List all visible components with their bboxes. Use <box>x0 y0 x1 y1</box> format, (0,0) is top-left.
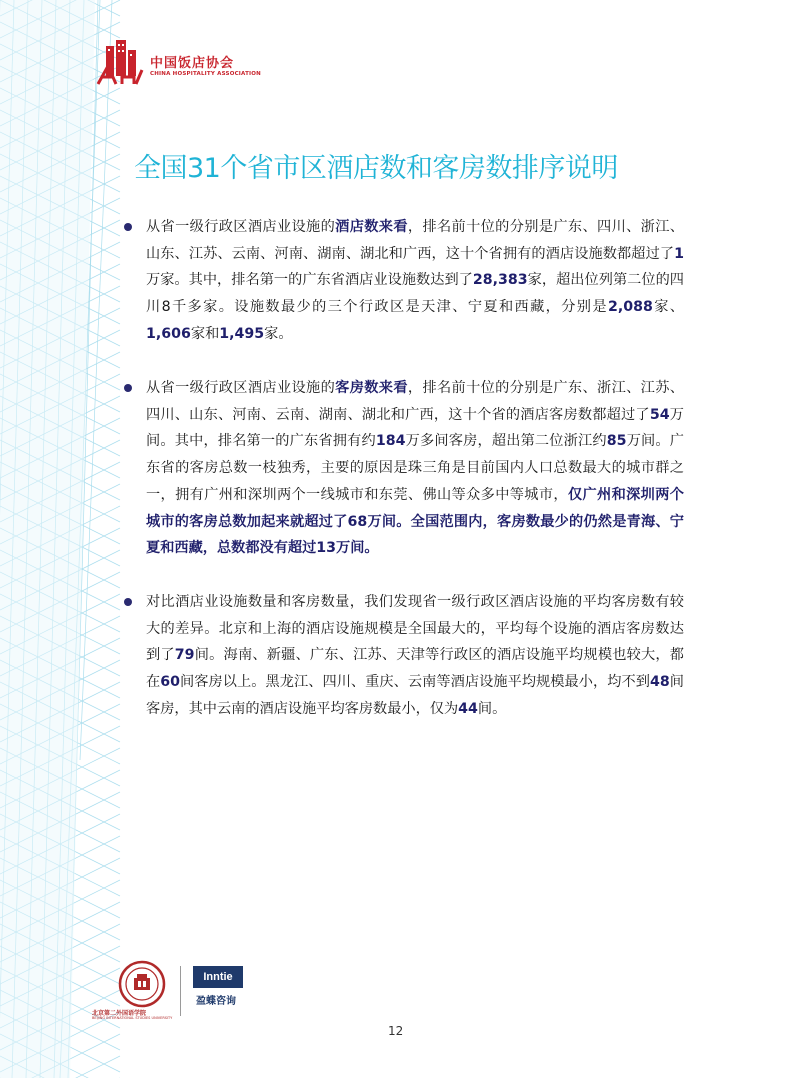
emphasis-text: 79 <box>174 647 195 664</box>
body-text: 对比酒店业设施数量和客房数量，我们发现省一级行政区酒店设施的平均客房数有较大的差异。北京和上海的酒店设施规模是全国最大的，平均每个设施的酒店客房数达到了 <box>146 594 684 664</box>
emphasis-text: 85 <box>606 433 627 450</box>
paragraph-room-count <box>146 375 684 562</box>
body-text: 间客房以上。黑龙江、四川、重庆、云南等酒店设施平均规模最小，均不到 <box>180 674 650 691</box>
paragraph-average-rooms <box>146 589 684 723</box>
body-text: 万间。其中，排名第一的广东省拥有约 <box>146 406 684 450</box>
emphasis-text: 1,606 <box>146 325 191 342</box>
body-text: ，排名前十位的分别是广东、浙江、江苏、四川、山东、河南、云南、湖南、湖北和广西，这十个省的酒店客房数都超过了 <box>146 380 684 423</box>
emphasis-text: 13 <box>316 540 337 557</box>
association-name-cn: 中国饭店协会 <box>150 56 235 71</box>
body-text: 万间。广东省的客房总数一枝独秀，主要的原因是珠三角是目前国内人口总数最大的城市群之一，拥有广州和深圳两个一线城市和东莞、佛山等众多中等城市， <box>146 433 684 503</box>
body-text: 家和 <box>190 325 220 342</box>
body-text: 间。 <box>477 700 507 717</box>
bullet-dot-3 <box>124 598 132 606</box>
building-logo-icon <box>96 40 144 86</box>
university-seal-icon <box>118 960 166 1008</box>
emphasis-text: 28,383 <box>472 272 528 289</box>
university-name-en: BEIJING INTERNATIONAL STUDIES UNIVERSITY <box>92 1016 173 1020</box>
emphasis-text: 1 <box>674 245 684 262</box>
page-number: 12 <box>388 1024 404 1038</box>
page-title: 全国31个省市区酒店数和客房数排序说明 <box>134 153 618 184</box>
body-text: 从省一级行政区酒店业设施的 <box>146 380 336 396</box>
emphasis-text: 客房数来看 <box>335 380 408 396</box>
footer-logos <box>92 960 252 1020</box>
body-text: 家、 <box>652 299 684 316</box>
university-name: 北京第二外国语学院 <box>92 1010 147 1017</box>
emphasis-text: 万间。全国范围内，客房数最少的仍然是青海、宁夏和西藏，总数都没有超过 <box>146 513 684 557</box>
body-text: 万家。其中，排名第一的广东省酒店业设施数达到了 <box>146 272 473 289</box>
emphasis-text: 68 <box>347 513 368 530</box>
paragraph-hotel-count <box>146 214 684 348</box>
body-text: 从省一级行政区酒店业设施的 <box>146 219 336 235</box>
emphasis-text: 万间。 <box>336 540 379 557</box>
bullet-dot-2 <box>124 384 132 392</box>
emphasis-text: 44 <box>458 700 478 717</box>
emphasis-text: 1,495 <box>219 325 265 342</box>
inntie-name-cn: 盈蝶咨询 <box>196 996 236 1007</box>
inntie-logo: Inntie <box>193 966 243 988</box>
emphasis-text: 酒店数来看 <box>335 219 408 235</box>
body-text: 家，超出位列第二位的四川8千多家。设施数最少的三个行政区是天津、宁夏和西藏，分别是 <box>146 272 684 316</box>
emphasis-text: 60 <box>160 674 180 691</box>
body-text: 家。 <box>264 325 293 342</box>
body-text: ，排名前十位的分别是广东、四川、浙江、山东、江苏、云南、河南、湖南、湖北和广西，这十个省拥有的酒店设施数都超过了 <box>146 219 684 262</box>
body-text: 万多间客房，超出第二位浙江约 <box>405 433 607 450</box>
association-logo <box>96 40 261 88</box>
association-name-en: CHINA HOSPITALITY ASSOCIATION <box>150 71 261 77</box>
bullet-dot-1 <box>124 223 132 231</box>
body-text: 间客房，其中云南的酒店设施平均客房数最小，仅为 <box>146 674 684 717</box>
body-text: 间。海南、新疆、广东、江苏、天津等行政区的酒店设施平均规模也较大，都在 <box>146 647 684 691</box>
emphasis-text: 48 <box>649 674 670 691</box>
emphasis-text: 仅广州和深圳两个城市的客房总数加起来就超过了 <box>146 486 684 530</box>
emphasis-text: 184 <box>375 433 406 450</box>
logo-divider <box>180 966 181 1016</box>
emphasis-text: 2,088 <box>607 299 653 316</box>
emphasis-text: 54 <box>649 406 670 423</box>
